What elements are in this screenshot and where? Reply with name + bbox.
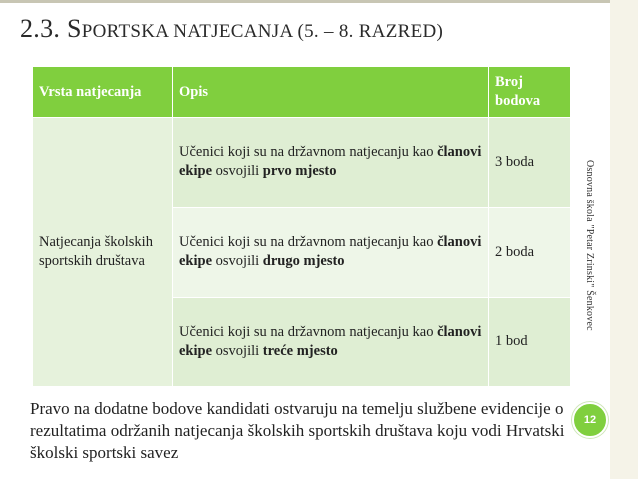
right-margin-band [610,0,638,479]
points-table [32,66,571,386]
title-number: 2.3. [20,14,67,43]
page-number-badge: 12 [572,402,608,438]
points-cell: 2 boda [489,207,571,297]
points-cell: 3 boda [489,118,571,208]
description-cell: Učenici koji su na državnom natjecanju kao članovi ekipe osvojili drugo mjesto [173,207,489,297]
top-divider [0,0,638,3]
title-rest: PORTSKA NATJECANJA (5. – 8. RAZRED) [81,21,444,42]
points-cell: 1 bod [489,297,571,386]
table-row [33,118,571,208]
slide-title [20,14,443,44]
table-header-row [33,67,571,118]
description-cell: Učenici koji su na državnom natjecanju kao članovi ekipe osvojili prvo mjesto [173,118,489,208]
footer-note: Pravo na dodatne bodove kandidati ostvaruju na temelju službene evidencije o rezultatima održanih natjecanja školskih sportskih društava koju vodi Hrvatski školski sportski savez [30,399,565,462]
header-points: Broj bodova [489,67,571,118]
school-name-sidebar: Osnovna škola "Petar Zrinski" Šenkovec [584,160,595,331]
title-cap-letter: S [67,14,82,43]
header-type: Vrsta natjecanja [33,67,173,118]
description-cell: Učenici koji su na državnom natjecanju kao članovi ekipe osvojili treće mjesto [173,297,489,386]
category-cell: Natjecanja školskih sportskih društava [33,118,173,387]
header-description: Opis [173,67,489,118]
